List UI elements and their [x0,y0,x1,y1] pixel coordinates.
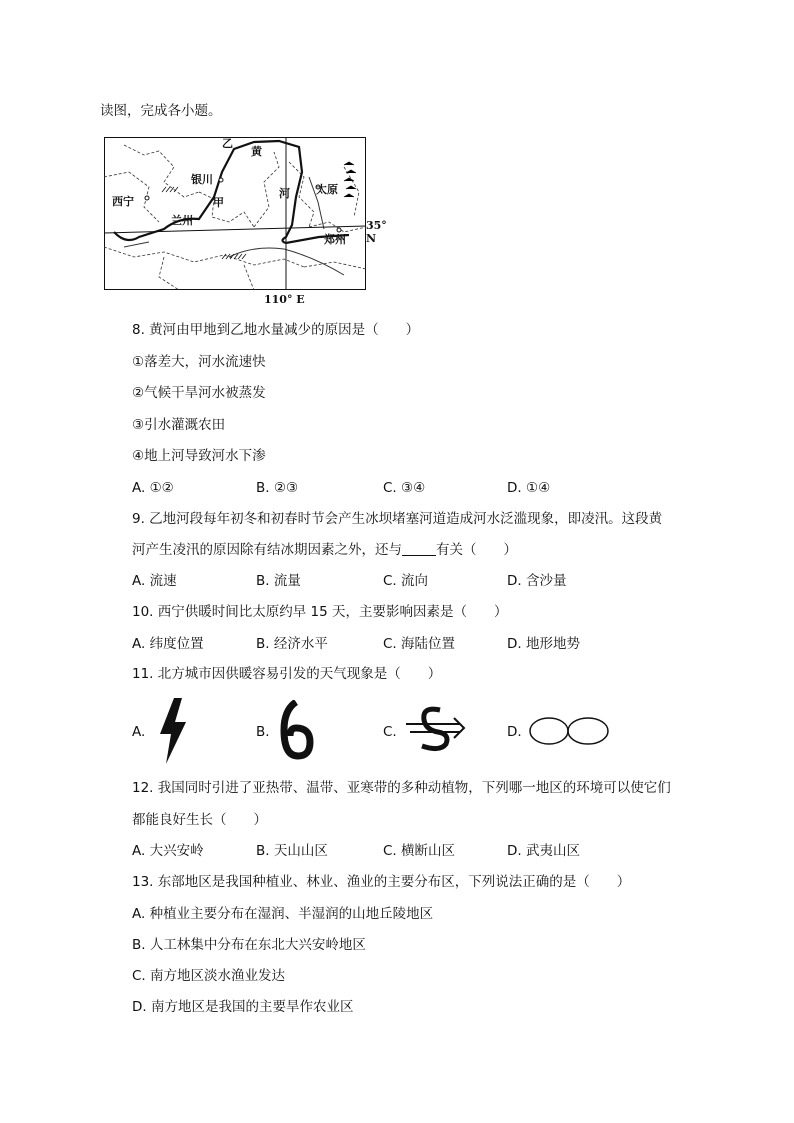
q12-stem-line1: 12. 我国同时引进了亚热带、温带、亚寒带的多种动植物，下列哪一地区的环境可以使它们 [132,780,671,796]
q10-option-c: C. 海陆位置 [383,636,456,652]
q8-stem: 8. 黄河由甲地到乙地水量减少的原因是（ ） [132,322,420,338]
sandstorm-icon [402,702,468,754]
q13-option-b: B. 人工林集中分布在东北大兴安岭地区 [132,937,366,953]
map-label-taiyuan: 太原 [316,183,338,196]
map-label-zhengzhou: 郑州 [324,233,346,246]
q9-stem-line2 [132,541,517,559]
q9-option-a: A. 流速 [132,573,177,589]
q9-stem-before: 河产生凌汛的原因除有结冰期因素之外，还与 [132,542,402,558]
map-label-lanzhou: 兰州 [171,214,193,227]
q9-stem-line1: 9. 乙地河段每年初冬和初春时节会产生冰坝堵塞河道造成河水泛滥现象，即凌汛。这段黄 [132,511,663,527]
yellow-river-map [104,137,387,306]
intro-text: 读图，完成各小题。 [100,103,222,119]
answer-blank [402,542,436,556]
q13-option-d: D. 南方地区是我国的主要旱作农业区 [132,999,354,1015]
q12-option-d: D. 武夷山区 [507,843,580,859]
q8-item-3: ③引水灌溉农田 [132,417,226,433]
q13-option-c: C. 南方地区淡水渔业发达 [132,968,286,984]
q12-option-b: B. 天山山区 [256,843,328,859]
map-label-longitude: 110° E [264,293,305,306]
map-drawing [104,137,366,291]
q10-option-d: D. 地形地势 [507,636,580,652]
q8-option-c: C. ③④ [383,480,426,496]
q10-option-b: B. 经济水平 [256,636,328,652]
q10-stem: 10. 西宁供暖时间比太原约早 15 天，主要影响因素是（ ） [132,604,508,620]
q11-option-a: A. [132,724,146,740]
map-label-huang: 黄 [251,145,262,158]
map-label-he: 河 [279,187,290,200]
q8-option-d: D. ①④ [507,480,551,496]
q8-item-1: ①落差大，河水流速快 [132,354,266,370]
q12-stem-line2: 都能良好生长（ ） [132,812,267,828]
q13-option-a: A. 种植业主要分布在湿润、半湿润的山地丘陵地区 [132,906,434,922]
map-label-yinchuan: 银川 [191,173,213,186]
map-label-jia: 甲 [213,196,224,209]
haze-icon [528,716,610,746]
q8-item-4: ④地上河导致河水下渗 [132,448,266,464]
q9-option-b: B. 流量 [256,573,301,589]
q12-option-a: A. 大兴安岭 [132,843,204,859]
lightning-icon [158,698,188,764]
typhoon-icon [278,700,314,762]
q11-option-b: B. [256,724,270,740]
q8-option-a: A. ①② [132,480,174,496]
map-label-yi: 乙 [222,137,233,150]
q9-option-c: C. 流向 [383,573,429,589]
q8-option-b: B. ②③ [256,480,299,496]
q11-option-c: C. [383,724,397,740]
q12-option-c: C. 横断山区 [383,843,456,859]
q10-option-a: A. 纬度位置 [132,636,204,652]
q11-option-d: D. [507,724,522,740]
q13-stem: 13. 东部地区是我国种植业、林业、渔业的主要分布区，下列说法正确的是（ ） [132,874,631,890]
q9-stem-after: 有关（ ） [436,542,517,558]
q11-stem: 11. 北方城市因供暖容易引发的天气现象是（ ） [132,666,442,682]
map-label-xining: 西宁 [112,195,134,208]
map-label-latitude: 35° N [366,219,387,245]
q9-option-d: D. 含沙量 [507,573,567,589]
q8-item-2: ②气候干旱河水被蒸发 [132,385,266,401]
